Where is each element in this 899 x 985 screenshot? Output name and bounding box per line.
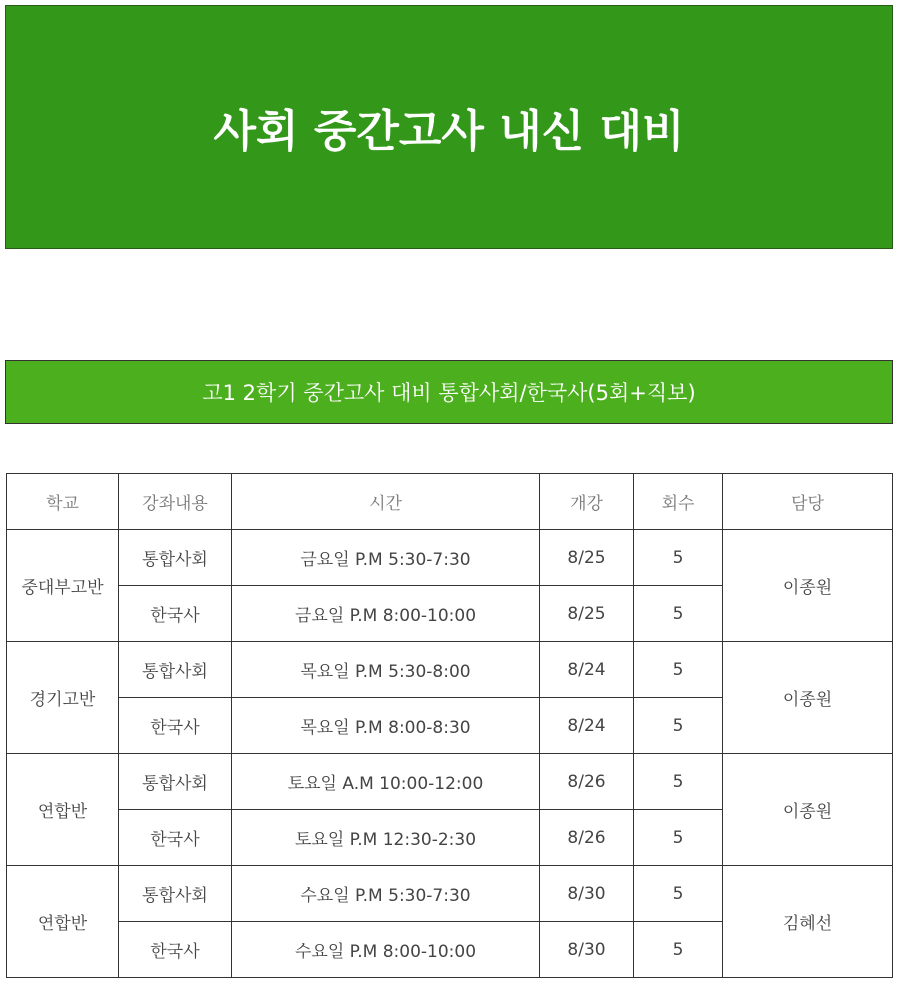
- teacher-cell: 이종원: [723, 530, 893, 642]
- section-title: 고1 2학기 중간고사 대비 통합사회/한국사(5회+직보): [202, 381, 696, 405]
- teacher-cell: 이종원: [723, 754, 893, 866]
- start-date-cell: 8/24: [540, 642, 634, 698]
- start-date-cell: 8/30: [540, 866, 634, 922]
- header-course: 강좌내용: [119, 474, 232, 530]
- header-teacher: 담당: [723, 474, 893, 530]
- teacher-cell: 김혜선: [723, 866, 893, 978]
- session-count-cell: 5: [634, 866, 723, 922]
- course-cell: 통합사회: [119, 530, 232, 586]
- course-cell: 통합사회: [119, 642, 232, 698]
- table-header-row: [7, 474, 893, 530]
- header-count: 회수: [634, 474, 723, 530]
- start-date-cell: 8/24: [540, 698, 634, 754]
- session-count-cell: 5: [634, 810, 723, 866]
- page-title-banner: [5, 5, 893, 249]
- time-cell: 목요일 P.M 8:00-8:30: [232, 698, 540, 754]
- course-cell: 한국사: [119, 586, 232, 642]
- header-start: 개강: [540, 474, 634, 530]
- session-count-cell: 5: [634, 754, 723, 810]
- table-row: [7, 530, 893, 586]
- time-cell: 금요일 P.M 8:00-10:00: [232, 586, 540, 642]
- school-cell: 연합반: [7, 866, 119, 978]
- time-cell: 금요일 P.M 5:30-7:30: [232, 530, 540, 586]
- header-time: 시간: [232, 474, 540, 530]
- table-row: [7, 866, 893, 922]
- session-count-cell: 5: [634, 530, 723, 586]
- start-date-cell: 8/25: [540, 586, 634, 642]
- session-count-cell: 5: [634, 642, 723, 698]
- time-cell: 토요일 A.M 10:00-12:00: [232, 754, 540, 810]
- time-cell: 목요일 P.M 5:30-8:00: [232, 642, 540, 698]
- start-date-cell: 8/25: [540, 530, 634, 586]
- teacher-cell: 이종원: [723, 642, 893, 754]
- section-header: [5, 360, 893, 424]
- school-cell: 연합반: [7, 754, 119, 866]
- course-cell: 통합사회: [119, 866, 232, 922]
- start-date-cell: 8/26: [540, 810, 634, 866]
- session-count-cell: 5: [634, 922, 723, 978]
- table-row: [7, 754, 893, 810]
- session-count-cell: 5: [634, 586, 723, 642]
- course-cell: 한국사: [119, 922, 232, 978]
- school-cell: 경기고반: [7, 642, 119, 754]
- start-date-cell: 8/26: [540, 754, 634, 810]
- time-cell: 토요일 P.M 12:30-2:30: [232, 810, 540, 866]
- session-count-cell: 5: [634, 698, 723, 754]
- time-cell: 수요일 P.M 5:30-7:30: [232, 866, 540, 922]
- table-row: [7, 642, 893, 698]
- time-cell: 수요일 P.M 8:00-10:00: [232, 922, 540, 978]
- school-cell: 중대부고반: [7, 530, 119, 642]
- start-date-cell: 8/30: [540, 922, 634, 978]
- schedule-table: [6, 473, 893, 978]
- header-school: 학교: [7, 474, 119, 530]
- page-title: 사회 중간고사 내신 대비: [213, 106, 685, 157]
- course-cell: 한국사: [119, 698, 232, 754]
- course-cell: 통합사회: [119, 754, 232, 810]
- course-cell: 한국사: [119, 810, 232, 866]
